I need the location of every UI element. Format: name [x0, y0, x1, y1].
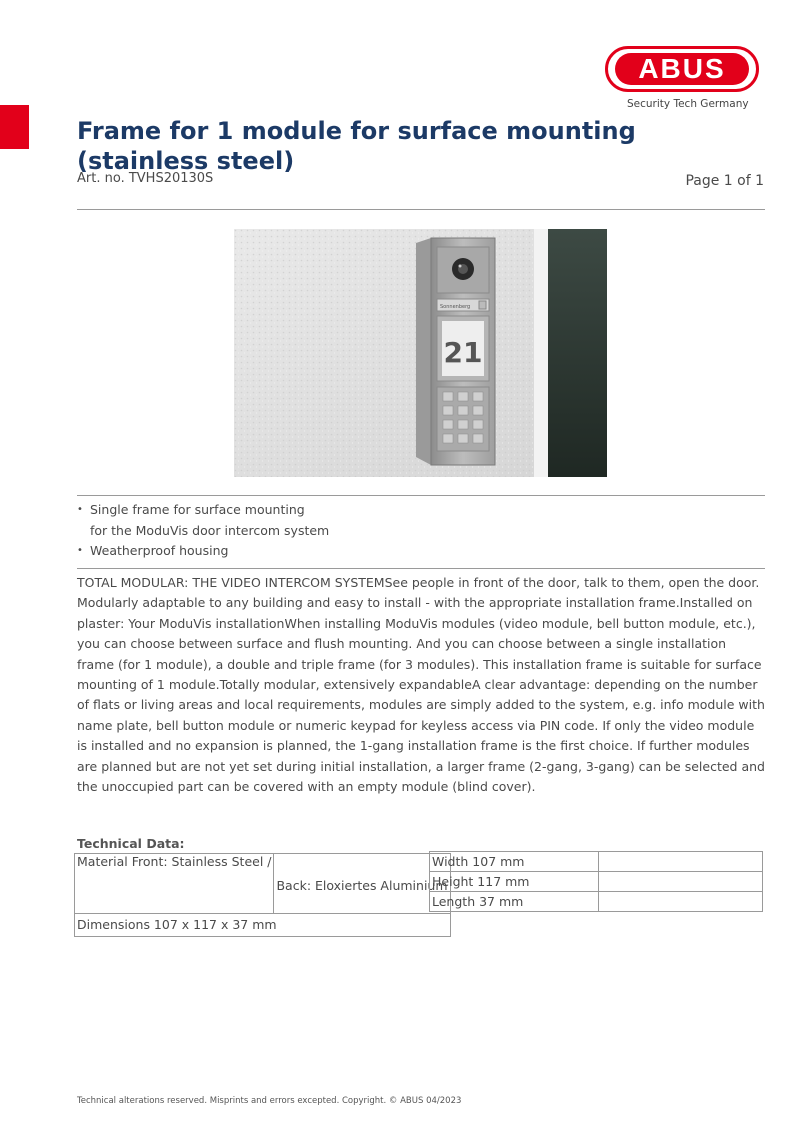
height-cell: Height 117 mm: [430, 872, 599, 892]
article-number: Art. no. TVHS20130S: [77, 171, 214, 186]
length-value-empty: [599, 892, 763, 912]
dimensions: Dimensions 107 x 117 x 37 mm: [77, 917, 277, 932]
house-number: 21: [443, 336, 483, 369]
technical-table-right: [429, 851, 763, 912]
feature-text-continued: for the ModuVis door intercom system: [90, 522, 330, 538]
red-side-tab: [0, 105, 29, 149]
logo-outline: [605, 46, 759, 92]
material-back: Back: Eloxiertes Aluminium: [276, 878, 448, 893]
width-value-empty: [599, 852, 763, 872]
product-photo: [234, 229, 607, 477]
logo-wordmark: ABUS: [615, 53, 749, 85]
divider-bullets-top: [77, 495, 765, 496]
nameplate-text: Sonnenberg: [440, 304, 471, 310]
feature-item: [77, 500, 757, 541]
feature-item: [77, 541, 757, 562]
length-cell: Length 37 mm: [430, 892, 599, 912]
page-title: Frame for 1 module for surface mounting (stainless steel): [77, 117, 636, 175]
page-number: Page 1 of 1: [685, 173, 764, 189]
feature-list: [77, 500, 757, 562]
technical-table-left: [74, 853, 451, 937]
material-front: Material Front: Stainless Steel /: [77, 854, 272, 869]
feature-text: Single frame for surface mounting: [90, 502, 305, 517]
material-back-cell: [274, 854, 450, 914]
material-front-cell: [75, 854, 274, 914]
abus-logo: [605, 46, 765, 116]
logo-tagline: Security Tech Germany: [627, 98, 749, 110]
footer-disclaimer: Technical alterations reserved. Misprints and errors excepted. Copyright. © ABUS 04/2023: [77, 1096, 462, 1106]
dimensions-cell: [75, 914, 451, 937]
height-value-empty: [599, 872, 763, 892]
feature-text: Weatherproof housing: [90, 543, 229, 558]
technical-data-heading: Technical Data:: [77, 836, 185, 851]
product-description: TOTAL MODULAR: THE VIDEO INTERCOM SYSTEMSee people in front of the door, talk to them, open the door. Modularly adaptable to any building and easy to install - with the appropriate installation frame.Installed on plaster: Your ModuVis installationWhen installing ModuVis modules (video module, bell button module, etc.), you can choose between surface and flush mounting. And you can choose between a single installation frame (for 1 module), a double and triple frame (for 3 modules). This installation frame is suitable for surface mounting of 1 module.Totally modular, extensively expandableA clear advantage: depending on the number of flats or living areas and local requirements, modules are simply added to the system, e.g. info module with name plate, bell button module or numeric keypad for keyless access via PIN code. If only the video module is installed and no expansion is planned, the 1-gang installation frame is the first choice. If further modules are planned but are not yet set during initial installation, a larger frame (2-gang, 3-gang) can be selected and the unoccupied part can be covered with an empty module (blind cover).: [77, 575, 765, 795]
divider-top: [77, 209, 765, 210]
width-cell: Width 107 mm: [430, 852, 599, 872]
divider-bullets-bottom: [77, 568, 765, 569]
